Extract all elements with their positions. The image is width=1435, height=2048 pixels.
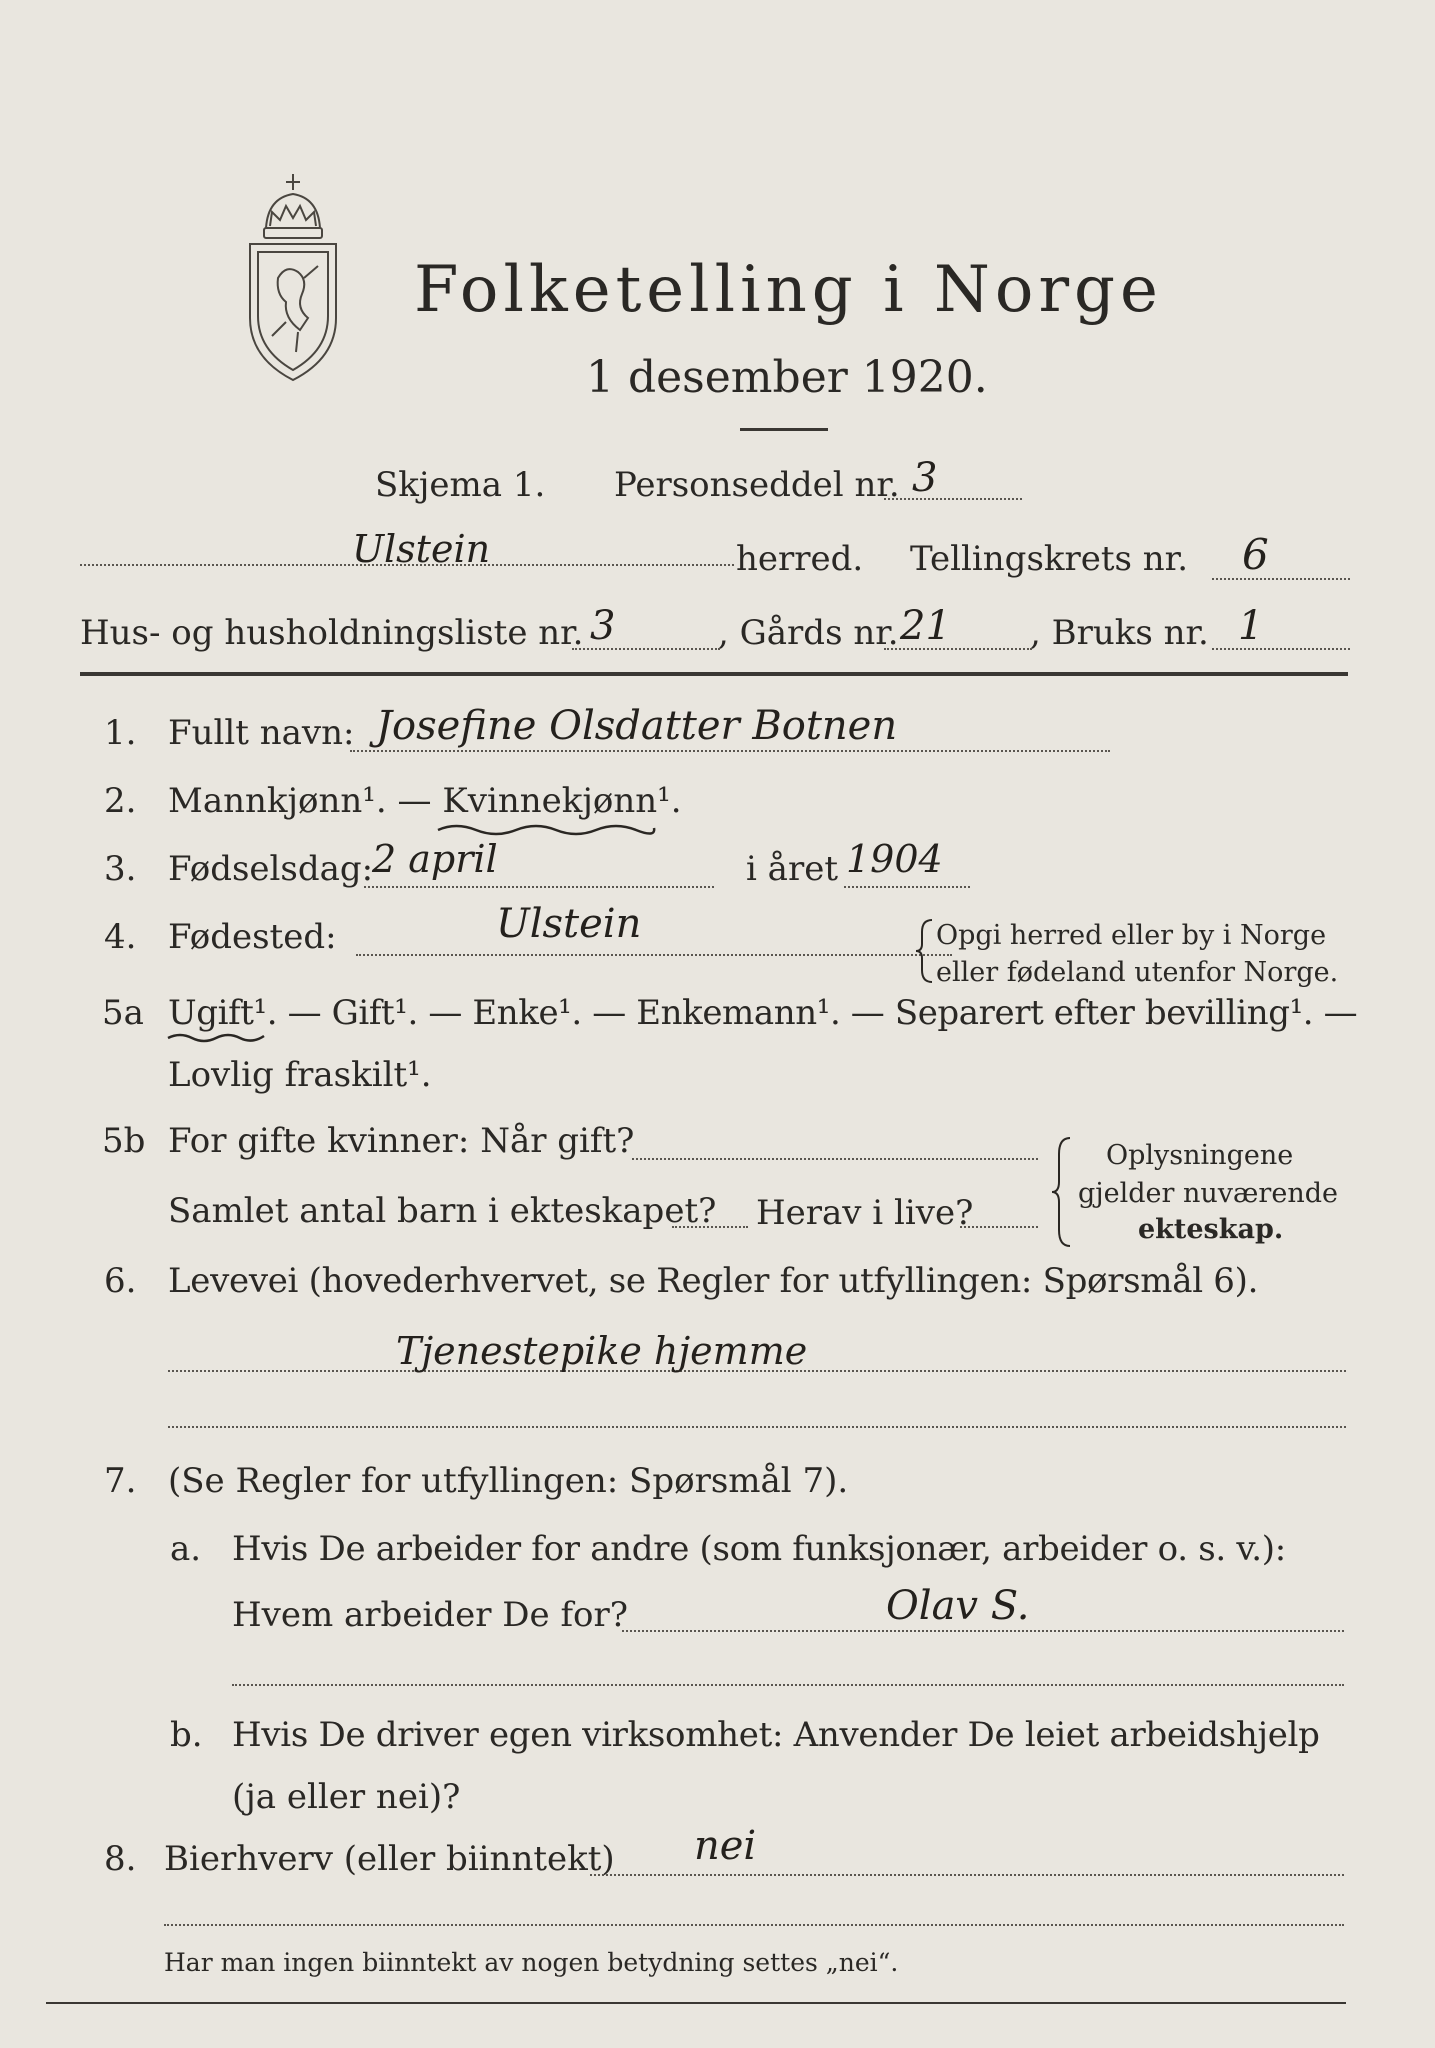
q1-number: 1. xyxy=(104,713,137,753)
bruks-label: , Bruks nr. xyxy=(1030,613,1209,653)
q5a-number: 5a xyxy=(102,993,144,1033)
gards-label: , Gårds nr. xyxy=(718,613,899,653)
q7b-letter: b. xyxy=(170,1715,203,1755)
q2-number: 2. xyxy=(104,781,137,821)
q7a-line2: Hvem arbeider De for? xyxy=(232,1595,628,1635)
q7a-value: Olav S. xyxy=(886,1583,1030,1629)
tellingskrets-label: Tellingskrets nr. xyxy=(910,539,1189,579)
q5a-line1: Ugift¹. — Gift¹. — Enke¹. — Enkemann¹. — Separert efter bevilling¹. — xyxy=(168,993,1358,1033)
q1-value: Josefine Olsdatter Botnen xyxy=(376,703,898,749)
skjema-label: Skjema 1. xyxy=(375,465,546,505)
q2-underline-mark xyxy=(436,820,656,838)
herred-value: Ulstein xyxy=(352,527,491,571)
form-date: 1 desember 1920. xyxy=(586,352,988,403)
q5b-live-line xyxy=(960,1226,1038,1228)
q5a-underline-mark xyxy=(166,1030,266,1046)
q7a-line2-blank xyxy=(232,1684,1344,1686)
q7a-line1: Hvis De arbeider for andre (som funksjonær, arbeider o. s. v.): xyxy=(232,1529,1286,1569)
gards-value: 21 xyxy=(900,603,951,649)
q5b-number: 5b xyxy=(102,1121,146,1161)
q5b-note-brace xyxy=(1050,1136,1074,1248)
bruks-value: 1 xyxy=(1238,603,1264,649)
q4-note-brace xyxy=(914,918,936,984)
q4-note-line1: Opgi herred eller by i Norge xyxy=(936,920,1327,951)
q7a-line xyxy=(622,1630,1344,1632)
q8-line2-blank xyxy=(164,1924,1344,1926)
footer-note: Har man ingen biinntekt av nogen betydning settes „nei“. xyxy=(164,1948,899,1977)
header-divider xyxy=(80,672,1348,676)
q2-label: Mannkjønn¹. — Kvinnekjønn¹. xyxy=(168,781,682,821)
q8-line xyxy=(590,1874,1344,1876)
q8-label: Bierhverv (eller biinntekt) xyxy=(164,1839,615,1879)
q7b-line1: Hvis De driver egen virksomhet: Anvender De leiet arbeidshjelp xyxy=(232,1715,1320,1755)
herred-label: herred. xyxy=(736,539,864,579)
personseddel-value: 3 xyxy=(912,455,938,501)
coat-of-arms-icon xyxy=(238,168,348,386)
personseddel-line xyxy=(884,498,1022,500)
q3-label: Fødselsdag: xyxy=(168,849,374,889)
q6-label: Levevei (hovederhvervet, se Regler for utfyllingen: Spørsmål 6). xyxy=(168,1261,1259,1301)
q3-day-value: 2 april xyxy=(372,837,498,881)
q4-label: Fødested: xyxy=(168,917,337,957)
q4-note-line2: eller fødeland utenfor Norge. xyxy=(936,957,1339,988)
q5b-note-line1: Oplysningene xyxy=(1106,1140,1294,1171)
q7b-line2: (ja eller nei)? xyxy=(232,1777,461,1817)
q7-number: 7. xyxy=(104,1461,137,1501)
q1-label: Fullt navn: xyxy=(168,713,355,753)
q5a-line2: Lovlig fraskilt¹. xyxy=(168,1055,432,1095)
tellingskrets-line xyxy=(1212,578,1350,580)
q6-value: Tjenestepike hjemme xyxy=(396,1329,808,1373)
q3-number: 3. xyxy=(104,849,137,889)
q3-year-label: i året xyxy=(746,849,838,889)
q7-label: (Se Regler for utfyllingen: Spørsmål 7). xyxy=(168,1461,849,1501)
q5b-line2b: Herav i live? xyxy=(756,1193,974,1233)
q4-line xyxy=(356,954,952,956)
q5b-gift-line xyxy=(632,1158,1038,1160)
q3-year-value: 1904 xyxy=(846,837,943,881)
q7a-letter: a. xyxy=(170,1529,202,1569)
hus-value: 3 xyxy=(590,603,616,649)
q3-year-line xyxy=(844,886,970,888)
title-divider xyxy=(740,428,828,431)
hus-label: Hus- og husholdningsliste nr. xyxy=(80,613,584,653)
personseddel-label: Personseddel nr. xyxy=(614,465,900,505)
q8-number: 8. xyxy=(104,1839,137,1879)
bruks-line xyxy=(1212,648,1350,650)
q5b-note-line2: gjelder nuværende xyxy=(1078,1178,1338,1209)
q5b-line1: For gifte kvinner: Når gift? xyxy=(168,1121,635,1161)
q1-line xyxy=(350,750,1110,752)
q3-day-line xyxy=(364,886,714,888)
q5b-line2a: Samlet antal barn i ekteskapet? xyxy=(168,1191,717,1231)
q5b-note-line3: ekteskap. xyxy=(1138,1214,1284,1245)
q4-number: 4. xyxy=(104,917,137,957)
form-title: Folketelling i Norge xyxy=(414,253,1163,327)
q4-value: Ulstein xyxy=(496,901,642,947)
q6-number: 6. xyxy=(104,1261,137,1301)
q5b-barn-line xyxy=(672,1226,748,1228)
tellingskrets-value: 6 xyxy=(1242,530,1269,579)
q6-line2 xyxy=(168,1426,1346,1428)
q8-value: nei xyxy=(694,1823,757,1869)
footer-divider xyxy=(46,2002,1346,2004)
